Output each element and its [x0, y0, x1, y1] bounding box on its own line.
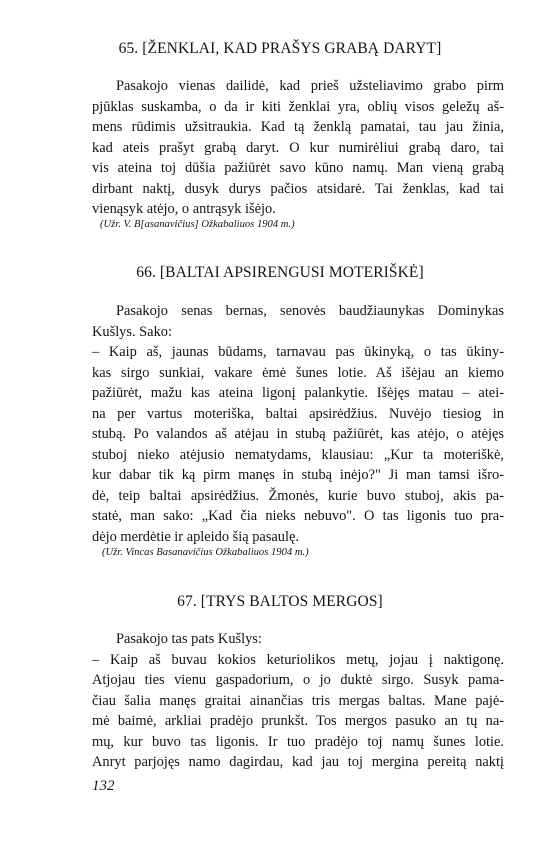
- text-line: mė baimė, arkliai pradėjo prunkšt. Tos mergos pasuko an tų na-: [92, 713, 504, 729]
- section-66-source: (Užr. Vincas Basanavičius Ožkabaliuos 1904 m.): [102, 547, 309, 558]
- section-66-title: 66. [BALTAI APSIRENGUSI MOTERIŠKĖ]: [136, 264, 424, 281]
- text-line: Pasakojo tas pats Kušlys:: [116, 631, 262, 647]
- text-line: kur dabar tik ką pirm manęs in stubą inėjo?" Ji man tamsi išro-: [92, 467, 504, 483]
- section-65-title: 65. [ŽENKLAI, KAD PRAŠYS GRABĄ DARYT]: [118, 40, 442, 57]
- text-line: kad ateis prašyt grabą daryt. O kur numirėliui grabą daro, tai: [92, 139, 504, 156]
- text-line: pjūklas suskamba, o da ir kiti ženklai yra, oblių visos geležų aš-: [92, 98, 504, 115]
- text-line: vienąsyk atėjo, o antrąsyk išėjo.: [92, 201, 276, 217]
- text-line: vis ateina toj dūšia pažiūrėt savo kūno namų. Man vieną grabą: [92, 160, 504, 176]
- text-line: – Kaip aš buvau kokios keturiolikos metų, jojau į naktigonę.: [92, 651, 504, 668]
- section-65-source: (Užr. V. B[asanavičius] Ožkabaliuos 1904 m.): [100, 219, 295, 230]
- section-67-title: 67. [TRYS BALTOS MERGOS]: [177, 593, 383, 610]
- text-line: mų, kur buvo tas ligonis. Ir tuo pradėjo toj namų šunes lotie.: [92, 733, 504, 750]
- text-line: Kušlys. Sako:: [92, 323, 172, 340]
- text-line: mens rūdimis užsitraukia. Kad tą ženklą pamatai, tau jau žinia,: [92, 119, 504, 135]
- text-line: Anryt parjojęs namo dagirdau, kad jau toj mergina pereitą naktį: [92, 754, 504, 770]
- section-66-text: [92, 301, 504, 547]
- text-line: dė, teip baltai apsirėdžius. Žmonės, kurie buvo stuboj, akis pa-: [92, 487, 504, 504]
- text-line: na per vartus moteriška, baltai apsirėdžius. Nuvėjo tiesiog in: [92, 405, 504, 422]
- text-line: dirbant naktį, dusyk durys pačios atsidarė. Tai ženklas, kad tai: [92, 180, 504, 197]
- page-number: 132: [92, 778, 115, 794]
- text-line: pažiūrėt, mažu kas ateina ligonį palankytie. Išėjęs matau – atei-: [92, 385, 504, 401]
- text-line: stuboj nieko atėjusio nematydams, klausiau: „Kur ta moteriškė,: [92, 446, 504, 463]
- text-line: stubą. Po valandos aš atėjau in stubą pažiūrėt, kas atėjo, o atėjęs: [92, 426, 504, 442]
- text-line: čiau šalia manęs graitai ainančias tris mergas baltas. Mane pajė-: [92, 692, 504, 709]
- section-65-text: [92, 76, 504, 220]
- text-line: Pasakojo vienas dailidė, kad prieš užsteliavimo grabo pirm: [116, 78, 504, 94]
- text-line: Pasakojo senas bernas, senovės baudžiaunykas Dominykas: [116, 303, 504, 319]
- text-line: Atjojau ties vienu gaspadorium, o jo duktė sirgo. Susyk pama-: [92, 672, 504, 688]
- text-line: kas sirgo sunkiai, vakare ėmė šunes lotie. Aš išėjau an kiemo: [92, 364, 504, 381]
- text-line: dėjo merdėtie ir apleido šią pasaulę.: [92, 528, 299, 545]
- text-line: – Kaip aš, jaunas būdams, tarnavau pas ūkinyką, o tas ūkiny-: [92, 344, 504, 360]
- section-67-text: [92, 629, 504, 773]
- text-line: statė, man sako: „Kad čia nieks nebuvo". O tas ligonis tuo pra-: [92, 508, 504, 524]
